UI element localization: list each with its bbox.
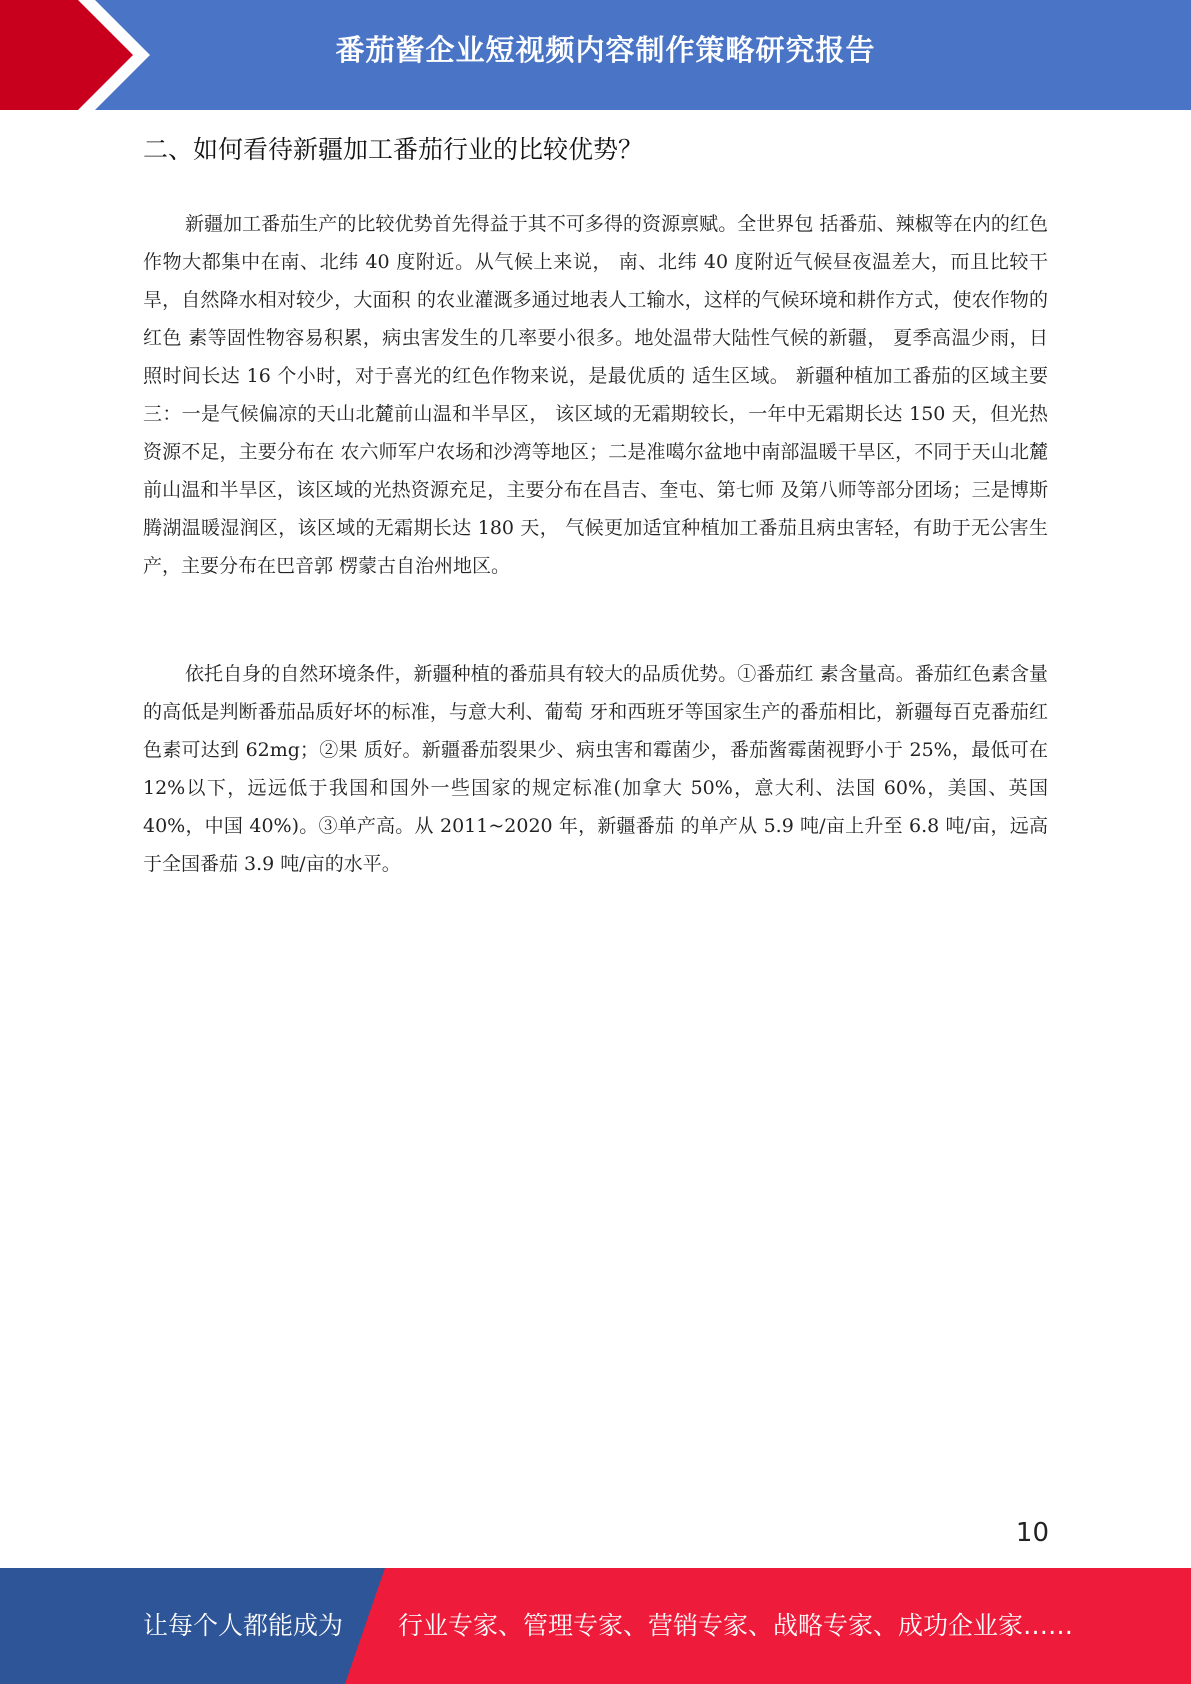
footer-slogan: 让每个人都能成为 xyxy=(143,1611,344,1640)
footer-banner xyxy=(0,1568,1191,1684)
page-number: 10 xyxy=(1015,1518,1049,1548)
section-heading: 二、如何看待新疆加工番茄行业的比较优势？ xyxy=(143,135,644,164)
document-title: 番茄酱企业短视频内容制作策略研究报告 xyxy=(335,33,876,67)
header-banner xyxy=(0,0,1191,110)
footer-tagline: 行业专家、管理专家、营销专家、战略专家、成功企业家…… xyxy=(398,1611,1074,1640)
paragraph-resource-advantage: 新疆加工番茄生产的比较优势首先得益于其不可多得的资源禀赋。全世界包 括番茄、辣椒等在内的红色作物大都集中在南、北纬 40 度附近。从气候上来说， 南、北纬 40 度附近气候昼夜温差大，而且比较干旱，自然降水相对较少，大面积 的农业灌溉多通过地表人工输水，这样的气候环境和耕作方式，使农作物的红色 素等固性物容易积累，病虫害发生的几率要小很多。地处温带大陆性气候的新疆， 夏季高温少雨，日照时间长达 16 个小时，对于喜光的红色作物来说，是最优质的 适生区域。 新疆种植加工番茄的区域主要三：一是气候偏凉的天山北麓前山温和半旱区， 该区域的无霜期较长，一年中无霜期长达 150 天，但光热资源不足，主要分布在 农六师军户农场和沙湾等地区；二是准噶尔盆地中南部温暖干旱区，不同于天山北麓前山温和半旱区，该区域的光热资源充足，主要分布在昌吉、奎屯、第七师 及第八师等部分团场；三是博斯腾湖温暖湿润区，该区域的无霜期长达 180 天， 气候更加适宜种植加工番茄且病虫害轻，有助于无公害生产，主要分布在巴音郭 楞蒙古自治州地区。 xyxy=(143,213,1048,577)
paragraph-quality-advantage: 依托自身的自然环境条件，新疆种植的番茄具有较大的品质优势。①番茄红 素含量高。番茄红色素含量的高低是判断番茄品质好坏的标准，与意大利、葡萄 牙和西班牙等国家生产的番茄相比，新疆每百克番茄红色素可达到 62mg；②果 质好。新疆番茄裂果少、病虫害和霉菌少，番茄酱霉菌视野小于 25%，最低可在 12%以下，远远低于我国和国外一些国家的规定标准(加拿大 50%，意大利、法国 60%，美国、英国 40%，中国 40%)。③单产高。从 2011~2020 年，新疆番茄 的单产从 5.9 吨/亩上升至 6.8 吨/亩，远高于全国番茄 3.9 吨/亩的水平。 xyxy=(143,663,1048,875)
